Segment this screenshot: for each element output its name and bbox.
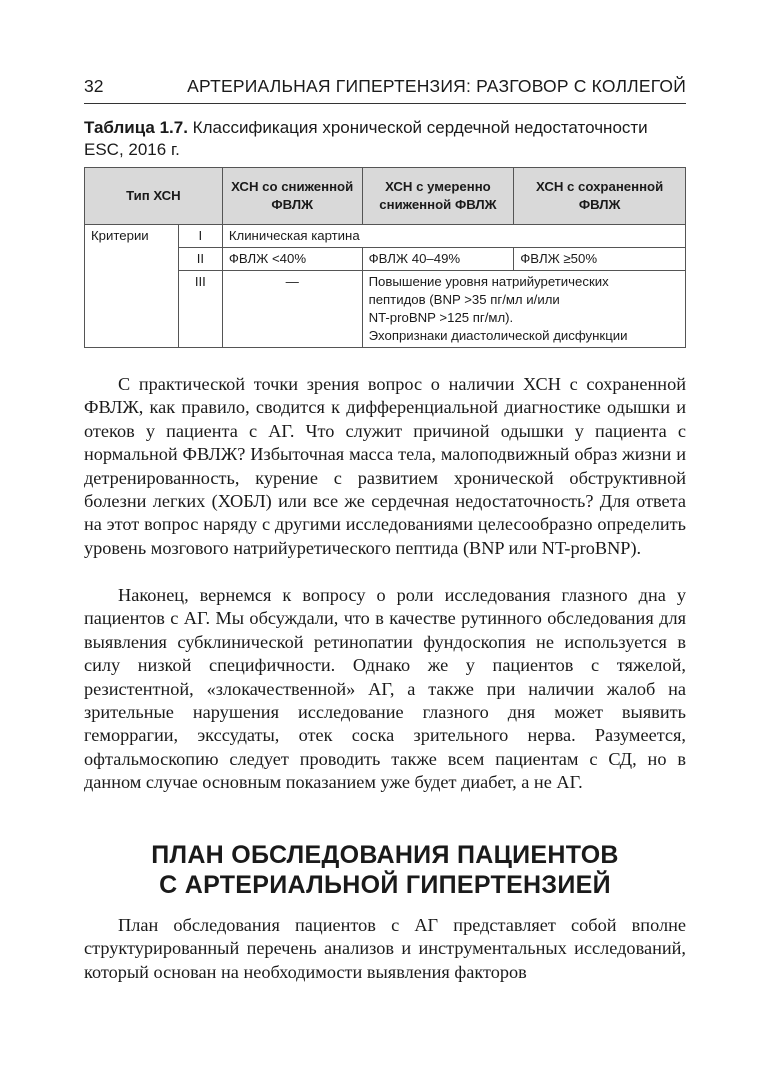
header-mid-range-ef: ХСН с умеренно сниженной ФВЛЖ (362, 168, 514, 225)
table-cell: ФВЛЖ <40% (222, 248, 362, 271)
criteria-label: Критерии (85, 225, 179, 348)
header-type: Тип ХСН (85, 168, 223, 225)
header-preserved-ef: ХСН с сохраненной ФВЛЖ (514, 168, 686, 225)
hf-classification-table (84, 167, 686, 348)
table-caption (84, 117, 686, 161)
table-cell: ФВЛЖ 40–49% (362, 248, 514, 271)
running-title: АРТЕРИАЛЬНАЯ ГИПЕРТЕНЗИЯ: РАЗГОВОР С КОЛЛЕГОЙ (187, 76, 686, 96)
section-heading-line: ПЛАН ОБСЛЕДОВАНИЯ ПАЦИЕНТОВ (151, 841, 619, 869)
cell-line: NT-proBNP >125 пг/мл). (368, 310, 514, 325)
page-number: 32 (84, 76, 104, 96)
paragraph: Наконец, вернемся к вопросу о роли исследования глазного дна у пациентов с АГ. Мы обсуждали, что в качестве рутинного обследования для выявления субклинической ретинопатии фундоскопия не используется в силу низкой специфичности. Однако же у пациентов с тяжелой, резистентной, «злокачественной» АГ, а также при наличии жалоб на зрительные нарушения исследование глазного дня может выявить геморрагии, экссудаты, отек соска зрительного нерва. Разумеется, офтальмоскопию следует проводить также всем пациентам с СД, но в данном случае основным показанием уже будет диабет, а не АГ. (84, 585, 686, 793)
cell-line: Повышение уровня натрийуретических (368, 274, 609, 289)
table-cell: ФВЛЖ ≥50% (514, 248, 686, 271)
header-rule (84, 103, 686, 104)
paragraph: План обследования пациентов с АГ представляет собой вполне структурированный перечень анализов и инструментальных исследований, который основан на необходимости выявления факторов (84, 915, 686, 982)
table-caption-label: Таблица 1.7. (84, 118, 188, 137)
running-header (84, 74, 686, 104)
cell-line: Эхопризнаки диастолической дисфункции (368, 328, 628, 343)
table-cell: — (222, 271, 362, 348)
table-cell-multiline (362, 271, 685, 348)
section-heading (84, 840, 686, 900)
table-row (85, 225, 686, 248)
table-header-row (85, 168, 686, 225)
section-heading-line: С АРТЕРИАЛЬНОЙ ГИПЕРТЕНЗИЕЙ (159, 871, 611, 899)
cell-line: пептидов (BNP >35 пг/мл и/или (368, 292, 560, 307)
row-number: II (178, 248, 222, 271)
table-caption-text: Классификация хронической сердечной недостаточности ESC, 2016 г. (84, 118, 648, 159)
table-cell: Клиническая картина (222, 225, 685, 248)
row-number: I (178, 225, 222, 248)
paragraph: С практической точки зрения вопрос о наличии ХСН с сохраненной ФВЛЖ, как правило, сводится к дифференциальной диагностике одышки и отеков у пациента с АГ. Что служит причиной одышки у пациента с нормальной ФВЛЖ? Избыточная масса тела, малоподвижный образ жизни и детренированность, курение с развитием хронической обструктивной болезни легких (ХОБЛ) или все же сердечная недостаточность? Для ответа на этот вопрос наряду с другими исследованиями целесообразно определить уровень мозгового натрийуретического пептида (BNP или NT-proBNP). (84, 374, 686, 558)
header-reduced-ef: ХСН со сниженной ФВЛЖ (222, 168, 362, 225)
row-number: III (178, 271, 222, 348)
